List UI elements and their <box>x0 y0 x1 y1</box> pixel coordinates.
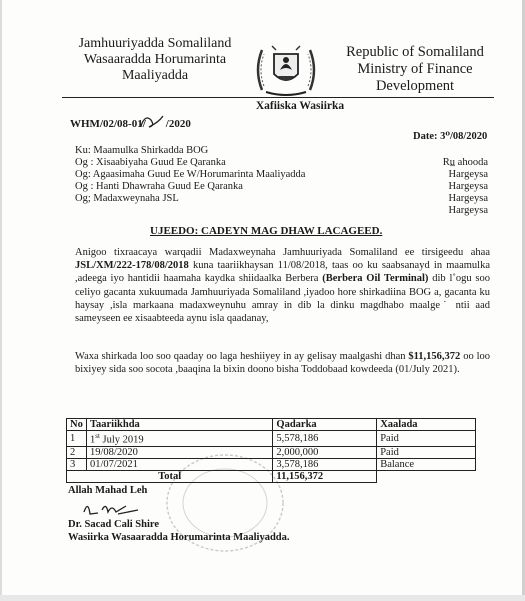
paragraph-text: dib l˚ogu soo celiyo gacanta xukuumada Jamhuuriyada Somaliland ,iyadoo hore shirkadiina BOG a, gacanta ku haysay ,isla markaana madaxweynuhu amray in dib la dinku magdhabo maalge˙ ntii aad sameyseen ee xisaabteeda aynu isla qaadanay, <box>75 273 490 325</box>
column-header: Xaalada <box>377 419 476 431</box>
letter-date: Date: 3⁰/08/2020 <box>413 131 488 142</box>
reference-prefix: WHM/02/08-01/ <box>70 118 146 130</box>
paragraph-text: Waxa shirkada loo soo qaaday oo laga heshiiyey in ay gelisay maalgashi dhan <box>75 351 409 362</box>
body-paragraph-1 <box>75 246 490 325</box>
recipient-line: Og; Madaxweynaha JSL <box>75 193 179 204</box>
payment-table <box>66 418 476 483</box>
recipient-line: Ku: Maamulka Shirkadda BOG <box>75 145 209 156</box>
paragraph-text: Anigoo tixraacaya warqadii Madaxweynaha Jamhuuriyada Somaliland ee tirsigeedu ahaa <box>75 247 490 258</box>
row-number: 1 <box>67 431 87 447</box>
date-day: 1 <box>89 434 96 446</box>
table-total-row <box>67 470 476 482</box>
paragraph-text: kuna taariikhaysan 11/08/2018, taas oo ku saabsanayd in maamulka ,adeega iyo hantidii haamaha kaydka shiidaalka Berbera <box>75 260 490 285</box>
date-month-year: July 2019 <box>99 434 144 446</box>
table-row <box>67 446 476 458</box>
table-header-row <box>67 419 476 431</box>
letterhead-english-line-3: Development <box>375 78 455 94</box>
handwritten-reference-mark <box>137 112 171 130</box>
paragraph-text: oo loo bixiyey sida soo socota ,baaqina la bixin doono bisha Toddobaad kowdeeda (01/July 2021). <box>75 351 490 376</box>
date-ordinal: st <box>95 432 100 440</box>
column-header: Taariikhda <box>86 419 272 431</box>
table-row <box>67 458 476 470</box>
body-paragraph-2 <box>75 350 490 376</box>
column-header: No <box>67 419 87 431</box>
total-label: Total <box>67 470 273 482</box>
row-amount: 3,578,186 <box>273 458 377 470</box>
paragraph-terminal-name: (Berbera Oil Terminal) <box>322 273 429 285</box>
recipient-line: Og: Agaasimaha Guud Ee W/Horumarinta Maaliyadda <box>75 169 306 180</box>
row-date: 01/07/2021 <box>86 458 272 470</box>
row-date: 19/08/2020 <box>86 446 272 458</box>
scan-edge-bottom <box>0 595 525 601</box>
closing-phrase: Allah Mahad Leh <box>68 485 148 496</box>
total-amount: 11,156,372 <box>273 470 377 482</box>
reference-number <box>70 118 191 130</box>
table-row <box>67 431 476 447</box>
signatory-name: Dr. Sacad Cali Shire <box>68 519 160 530</box>
recipient-place: Hargeysa <box>448 181 488 192</box>
letterhead-english <box>330 44 500 95</box>
letterhead-somali-line-3: Maaliyadda <box>121 68 189 83</box>
recipient-place: Hargeysa <box>448 193 488 204</box>
letterhead-somali-line-2: Wasaaradda Horumarinta <box>83 52 227 67</box>
national-emblem-icon <box>252 40 320 98</box>
letterhead-somali <box>60 36 250 84</box>
letterhead-divider <box>62 97 494 98</box>
row-status: Balance <box>377 458 476 470</box>
recipient-line: Og : Hanti Dhawraha Guud Ee Qaranka <box>75 181 243 192</box>
handwritten-signature <box>78 496 148 518</box>
letterhead-english-line-2: Ministry of Finance <box>357 61 473 77</box>
column-header: Qadarka <box>273 419 377 431</box>
row-amount: 2,000,000 <box>273 446 377 458</box>
letterhead-somali-line-1: Jamhuuriyadda Somaliland <box>78 36 232 51</box>
paragraph-reference: JSL/XM/222-178/08/2018 <box>75 260 189 272</box>
recipient-place: Hargeysa <box>448 205 488 216</box>
letter-subject: UJEEDO: CADEYN MAG DHAW LACAGEED. <box>150 225 383 237</box>
total-empty-cell <box>377 470 476 482</box>
reference-suffix: /2020 <box>165 118 191 130</box>
recipient-place: Ru̲ ahooda <box>442 157 488 168</box>
letterhead-english-line-1: Republic of Somaliland <box>346 44 484 60</box>
recipient-line: Og : Xisaabiyaha Guud Ee Qaranka <box>75 157 226 168</box>
row-status: Paid <box>377 431 476 447</box>
row-number: 2 <box>67 446 87 458</box>
row-status: Paid <box>377 446 476 458</box>
paragraph-amount: $11,156,372 <box>408 351 461 362</box>
row-amount: 5,578,186 <box>273 431 377 447</box>
scan-edge-left <box>0 0 2 601</box>
signatory-title: Wasiirka Wasaaradda Horumarinta Maaliyadda. <box>68 532 290 543</box>
recipient-place: Hargeysa <box>448 169 488 180</box>
office-name: Xafiiska Wasiirka <box>255 100 345 112</box>
row-date <box>86 431 272 447</box>
row-number: 3 <box>67 458 87 470</box>
